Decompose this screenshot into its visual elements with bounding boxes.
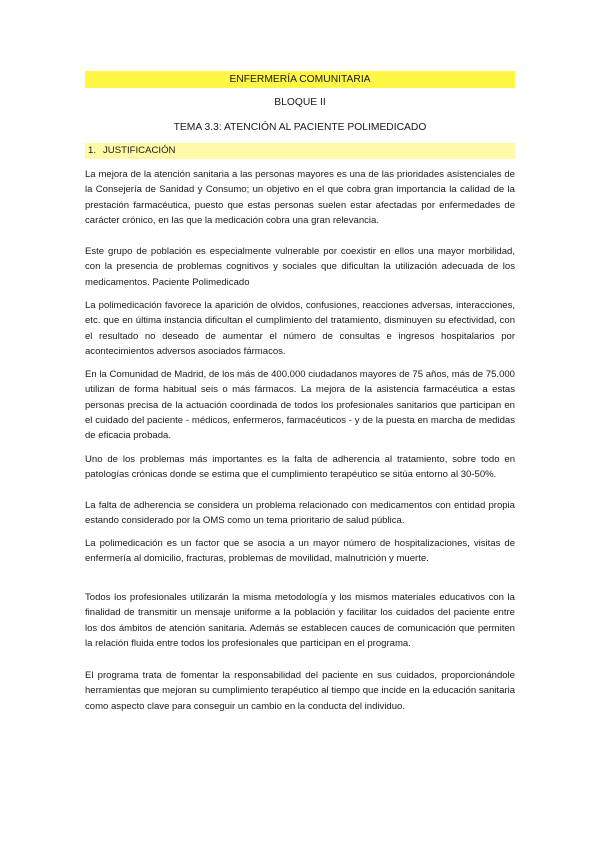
topic-title: TEMA 3.3: ATENCIÓN AL PACIENTE POLIMEDICADO [173,122,427,133]
block-title: BLOQUE II [274,97,326,108]
paragraph: La mejora de la atención sanitaria a las personas mayores es una de las prioridades asistenciales de la Consejería de Sanidad y Consumo; un objetivo en el que cobra gran importancia la calidad de la prestación farmacéutica, puesto que estas personas suelen estar afectadas por enfermedades de carácter crónico, en las que la medicación cobra una gran relevancia. [85,169,515,226]
paragraph: La falta de adherencia se considera un problema relacionado con medicamentos con entidad propia estando considerado por la OMS como un tema prioritario de salud pública. [85,500,515,527]
paragraph: La polimedicación favorece la aparición de olvidos, confusiones, reacciones adversas, interacciones, etc. que en última instancia dificultan el cumplimiento del tratamiento, disminuyen su efectividad, con el resultado no deseado de aumentar el número de consultas e ingresos hospitalarios por acontecimientos adversos asociados fármacos. [85,300,515,357]
paragraph: En la Comunidad de Madrid, de los más de 400.000 ciudadanos mayores de 75 años, más de 75.000 utilizan de forma habitual seis o más fármacos. La mejora de la asistencia farmacéutica a estas personas precisa de la actuación coordinada de todos los profesionales sanitarios que participan en el cuidado del paciente - médicos, enfermeros, farmacéuticos - y de la puesta en marcha de medidas de eficacia probada. [85,369,515,442]
section-number: 1. [88,145,97,156]
section-title: JUSTIFICACIÓN [103,145,176,156]
paragraph: Todos los profesionales utilizarán la misma metodología y los mismos materiales educativos con la finalidad de transmitir un mensaje uniforme a la población y facilitar los cuidados del paciente entre los dos ámbitos de atención sanitaria. Además se establecen cauces de comunicación que permiten la relación fluida entre todos los profesionales que participan en el programa. [85,592,515,649]
section-heading [85,143,515,159]
paragraph: La polimedicación es un factor que se asocia a un mayor número de hospitalizaciones, visitas de enfermería al domicilio, fracturas, problemas de movilidad, malnutrición y muerte. [85,538,515,565]
paragraph: Uno de los problemas más importantes es la falta de adherencia al tratamiento, sobre todo en patologías crónicas donde se estima que el cumplimiento terapéutico se sitúa entorno al 30-50%. [85,454,515,481]
paragraph: Este grupo de población es especialmente vulnerable por coexistir en ellos una mayor morbilidad, con la presencia de problemas cognitivos y sociales que dificultan la utilización adecuada de los medicamentos. Paciente Polimedicado [85,246,515,288]
course-title: ENFERMERÍA COMUNITARIA [85,71,515,88]
paragraph: El programa trata de fomentar la responsabilidad del paciente en sus cuidados, proporcionándole herramientas que mejoran su cumplimiento terapéutico al tiempo que incide en la educación sanitaria como aspecto clave para conseguir un cambio en la conducta del individuo. [85,670,515,712]
